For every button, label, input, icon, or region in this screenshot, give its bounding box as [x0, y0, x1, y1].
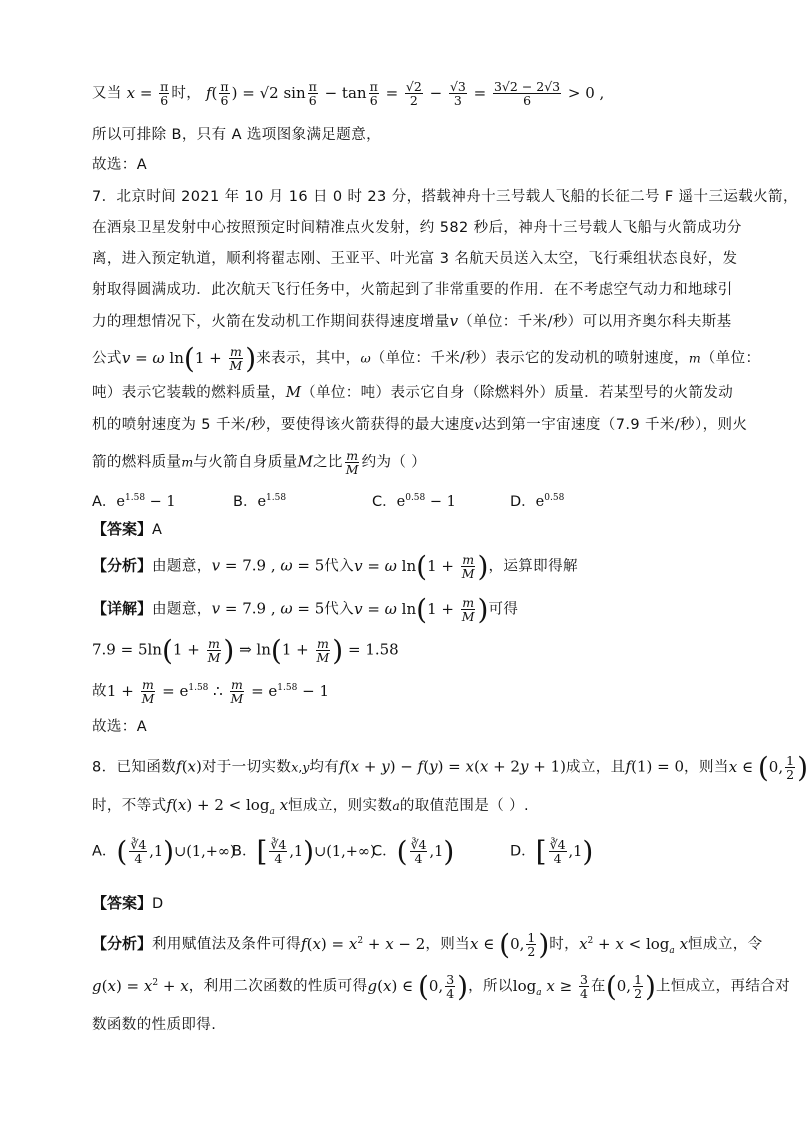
q7-line-1: 7．北京时间 2021 年 10 月 16 日 0 时 23 分，搭载神舟十三号载人飞船的长征二号 F 遥十三运载火箭， [92, 189, 798, 205]
q8-analysis-line-3: 数函数的性质即得. [92, 1017, 217, 1033]
q8-option-c[interactable]: C．( $\frac{∛4}{4}$ ,1) [372, 835, 455, 869]
q7-line-5: 力的理想情况下，火箭在发动机工作期间获得速度增量v（单位：千米/秒）可以用齐奥尔科夫斯基 [92, 312, 732, 330]
q7-line-3: 离，进入预定轨道，顺利将翟志刚、王亚平、叶光富 3 名航天员送入太空，飞行乘组状态良好，发 [92, 251, 738, 267]
q7-answer: 【答案】A [92, 520, 163, 538]
q8-option-a[interactable]: A．( $\frac{∛4}{4}$ ,1)∪(1,+∞) [92, 835, 236, 869]
text: 力的理想情况下，火箭在发动机工作期间获得速度增量 [92, 314, 450, 330]
q7-line-4: 射取得圆满成功．此次航天飞行任务中，火箭起到了非常重要的作用．在不考虑空气动力和地球引 [92, 282, 733, 298]
q7-line-2: 在酒泉卫星发射中心按照预定时间精准点火发射，约 582 秒后，神舟十三号载人飞船与火箭成功分 [92, 220, 742, 236]
q7-choose: 故选：A [92, 719, 148, 735]
text: 来表示，其中， [256, 350, 361, 367]
text: （单位：千米/秒）表示它的发动机的喷射速度， [370, 350, 689, 367]
text-line-3: 故选：A [92, 157, 148, 173]
text: 吨）表示它装载的燃料质量， [92, 385, 286, 401]
text-line-2: 所以可排除 B，只有 A 选项图象满足题意， [92, 127, 381, 143]
text: 达到第一宇宙速度（7.9 千米/秒），则火 [481, 417, 748, 433]
q7-option-c[interactable]: C．$e^{0.58} - 1$ [372, 493, 456, 510]
q8-line-1: 8．已知函数f(x)对于一切实数x,y均有f(x + y) − f(y) = x(x + 2y + 1)成立，且f(1) = 0，则当x ∈ (0, $\frac{1}{2}$ ) [92, 751, 808, 785]
q7-analysis: 【分析】由题意，v = 7.9 , ω = 5代入v = ω ln(1 + $\frac{m}{M}$ )，运算即得解 [92, 550, 578, 584]
text: 又当 [92, 85, 122, 102]
q8-answer: 【答案】D [92, 894, 164, 912]
q8-analysis-line-2: $g(x) = x^2 + x$，利用二次函数的性质可得g(x) ∈ (0, $\frac{3}{4}$ )，所以$\log_a x$ ≥ $\frac{3}{4}$ 在(0, $\frac{1}{2}$ )上恒成立，再结合对 [92, 970, 791, 1004]
q7-equation-1: 7.9 = 5ln(1 + $\frac{m}{M}$ ) ⇒ ln(1 + $\frac{m}{M}$ ) = 1.58 [92, 634, 399, 668]
text: 时， [171, 85, 202, 102]
text: 之比 [312, 454, 343, 471]
text: 约为（ ） [361, 454, 427, 471]
q8-analysis-line-1: 【分析】利用赋值法及条件可得$f(x) = x^2 + x - 2$，则当x ∈ (0, $\frac{1}{2}$ )时，$x^2 + x < \log_a x$恒成立，令 [92, 928, 763, 962]
q7-line-8: 机的喷射速度为 5 千米/秒，要使得该火箭获得的最大速度v达到第一宇宙速度（7.9 千米/秒），则火 [92, 417, 748, 433]
q7-detail: 【详解】由题意，v = 7.9 , ω = 5代入v = ω ln(1 + $\frac{m}{M}$ )可得 [92, 593, 519, 627]
text: 箭的燃料质量 [92, 454, 182, 471]
text: 机的喷射速度为 5 千米/秒，要使得该火箭获得的最大速度 [92, 417, 475, 433]
q7-option-a[interactable]: A．$e^{1.58} - 1$ [92, 493, 176, 510]
q7-option-b[interactable]: B．$e^{1.58}$ [233, 493, 287, 510]
text: （单位： [700, 350, 761, 367]
q7-equation-2: 故1 + $\frac{m}{M}$ = $e^{1.58}$ ∴ $\frac{m}{M}$ = $e^{1.58} - 1$ [92, 677, 329, 707]
q7-line-6: 公式v = ω ln(1 + $\frac{m}{M}$ )来表示，其中，ω（单位：千米/秒）表示它的发动机的喷射速度，m（单位： [92, 342, 761, 376]
formula-line-1: 又当 x = $\frac{\pi}{6}$ 时， f( $\frac{\pi}{6}$ ) = √2 sin $\frac{\pi}{6}$ − tan $\frac{\pi}{6}$ = $\frac{√2}{2}$ − $\frac{√3}{3}$ = $\frac{3√2 - 2√3}{6}$ > 0 , [92, 79, 605, 109]
text: 公式 [92, 350, 122, 367]
q7-line-9: 箭的燃料质量m与火箭自身质量M之比 $\frac{m}{M}$ 约为（ ） [92, 448, 427, 478]
q7-line-7: 吨）表示它装载的燃料质量，M（单位：吨）表示它自身（除燃料外）质量．若某型号的火箭发动 [92, 383, 734, 401]
text: 与火箭自身质量 [193, 454, 298, 471]
q8-option-d[interactable]: D．[ $\frac{∛4}{4}$ ,1) [510, 835, 594, 869]
text: （单位：吨）表示它自身（除燃料外）质量．若某型号的火箭发动 [301, 385, 734, 401]
q7-option-d[interactable]: D．$e^{0.58}$ [510, 493, 565, 510]
text: （单位：千米/秒）可以用齐奥尔科夫斯基 [458, 314, 732, 330]
q8-option-b[interactable]: B．[ $\frac{∛4}{4}$ ,1)∪(1,+∞) [232, 835, 376, 869]
q8-line-2: 时，不等式$f(x) + 2 < \log_a x$恒成立，则实数a的取值范围是（ ）. [92, 796, 530, 817]
